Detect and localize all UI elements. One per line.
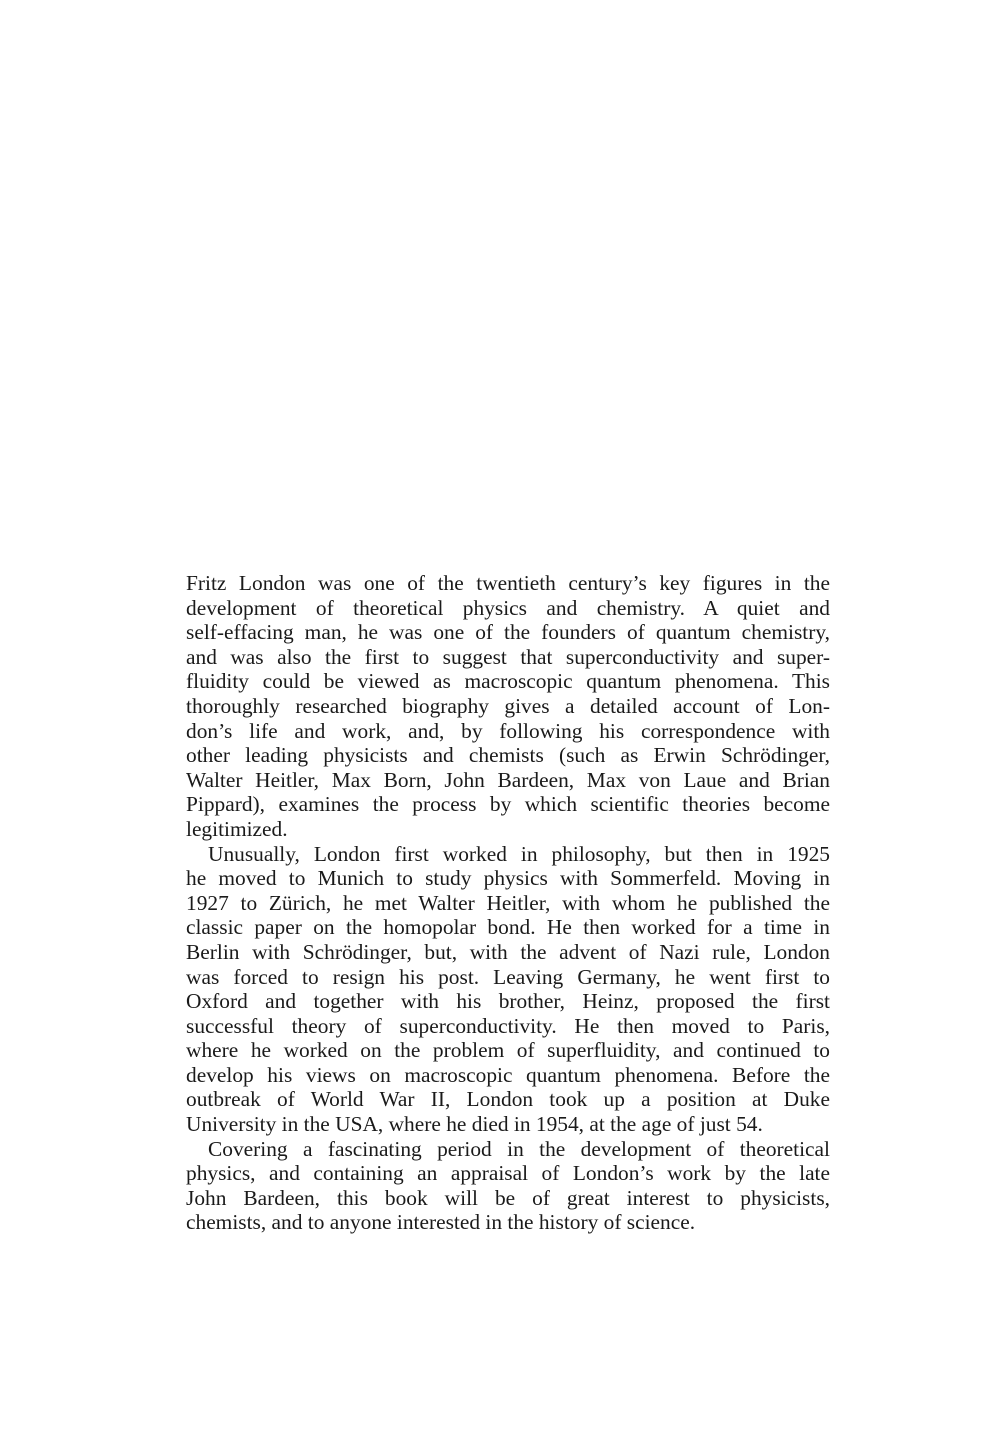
text-line: physics, and containing an appraisal of London’s work by the late (186, 1161, 830, 1186)
text-line: Pippard), examines the process by which scientific theories become (186, 792, 830, 817)
text-line: University in the USA, where he died in 1954, at the age of just 54. (186, 1112, 763, 1137)
text-line: Berlin with Schrödinger, but, with the advent of Nazi rule, London (186, 939, 830, 964)
text-line: chemists, and to anyone interested in the history of science. (186, 1210, 696, 1235)
text-line: thoroughly researched biography gives a detailed account of Lon- (186, 693, 830, 718)
text-line: fluidity could be viewed as macroscopic quantum phenomena. This (186, 669, 830, 694)
text-line: self-effacing man, he was one of the founders of quantum chemistry, (186, 620, 830, 645)
text-line: development of theoretical physics and chemistry. A quiet and (186, 595, 830, 620)
text-line: outbreak of World War II, London took up a position at Duke (186, 1087, 830, 1112)
text-line: where he worked on the problem of superfluidity, and continued to (186, 1038, 830, 1063)
paragraph-2 (186, 842, 830, 1137)
text-line: Oxford and together with his brother, Heinz, proposed the first (186, 989, 830, 1014)
text-line: he moved to Munich to study physics with Sommerfeld. Moving in (186, 866, 830, 891)
text-line: classic paper on the homopolar bond. He then worked for a time in (186, 915, 830, 940)
text-line: don’s life and work, and, by following his correspondence with (186, 718, 830, 743)
book-blurb (186, 571, 830, 1235)
text-line: legitimized. (186, 816, 288, 841)
text-line: develop his views on macroscopic quantum phenomena. Before the (186, 1062, 830, 1087)
text-line: other leading physicists and chemists (such as Erwin Schrödinger, (186, 743, 830, 768)
paragraph-3 (186, 1137, 830, 1235)
text-line: successful theory of superconductivity. He then moved to Paris, (186, 1013, 830, 1038)
text-line: Fritz London was one of the twentieth century’s key figures in the (186, 571, 830, 595)
text-line: 1927 to Zürich, he met Walter Heitler, with whom he published the (186, 890, 830, 915)
text-line: Walter Heitler, Max Born, John Bardeen, Max von Laue and Brian (186, 767, 830, 792)
text-line: was forced to resign his post. Leaving Germany, he went first to (186, 964, 830, 989)
text-line: Covering a fascinating period in the development of theoretical (208, 1136, 830, 1161)
text-line: John Bardeen, this book will be of great interest to physicists, (186, 1185, 830, 1210)
text-line: Unusually, London first worked in philosophy, but then in 1925 (208, 841, 830, 866)
text-line: and was also the first to suggest that superconductivity and super- (186, 644, 830, 669)
paragraph-1 (186, 571, 830, 842)
